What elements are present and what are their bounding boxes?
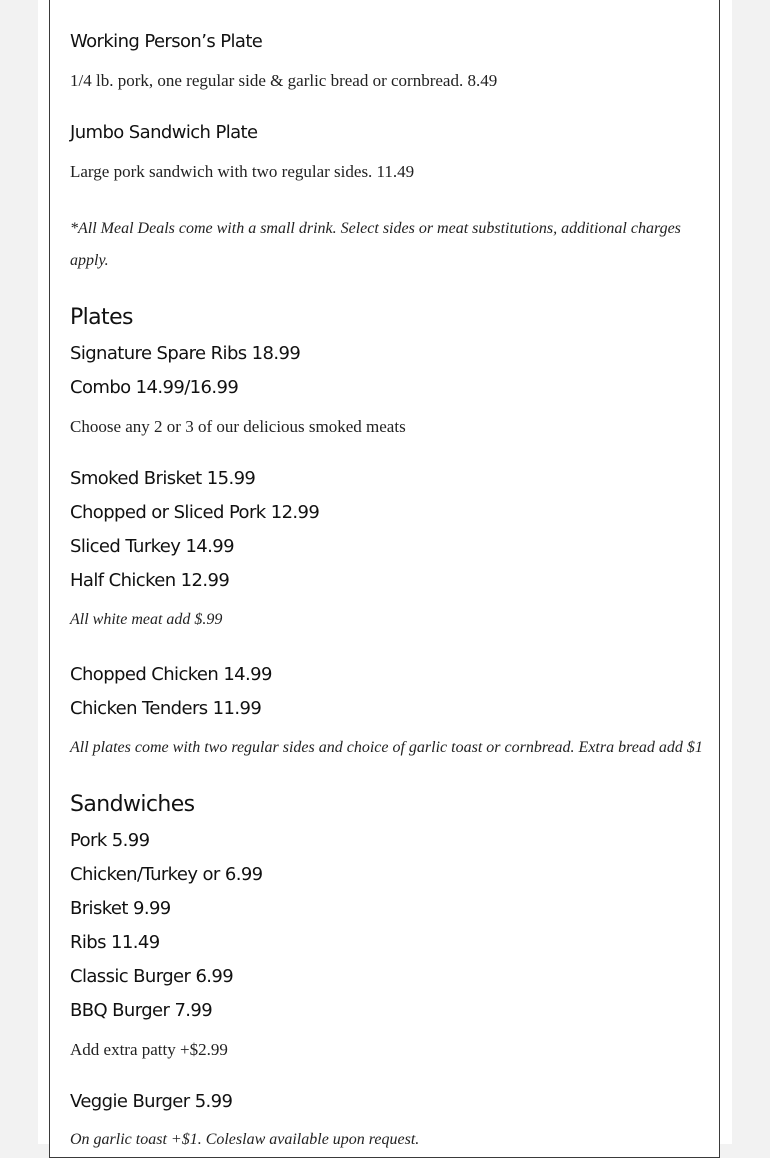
spare-ribs-item: Signature Spare Ribs 18.99 — [70, 343, 301, 364]
plates-section-title: Plates — [70, 305, 133, 330]
working-persons-plate-description: 1/4 lb. pork, one regular side & garlic bread or cornbread. 8.49 — [70, 71, 498, 90]
veggie-burger-note: On garlic toast +$1. Coleslaw available upon request. — [70, 1131, 420, 1148]
ribs-sandwich-item: Ribs 11.49 — [70, 932, 160, 953]
veggie-burger-item: Veggie Burger 5.99 — [70, 1091, 233, 1112]
sandwiches-section-title: Sandwiches — [70, 792, 195, 817]
meal-deals-note: *All Meal Deals come with a small drink. Select sides or meat substitutions, additional charges apply. — [70, 220, 681, 269]
plates-note: All plates come with two regular sides and choice of garlic toast or cornbread. Extra bread add $1 — [70, 739, 703, 756]
bbq-burger-item: BBQ Burger 7.99 — [70, 1000, 213, 1021]
smoked-brisket-item: Smoked Brisket 15.99 — [70, 468, 256, 489]
chicken-tenders-item: Chicken Tenders 11.99 — [70, 698, 262, 719]
brisket-sandwich-item: Brisket 9.99 — [70, 898, 171, 919]
combo-item: Combo 14.99/16.99 — [70, 377, 239, 398]
working-persons-plate-heading: Working Person’s Plate — [70, 31, 263, 52]
chicken-turkey-sandwich-item: Chicken/Turkey or 6.99 — [70, 864, 263, 885]
combo-description: Choose any 2 or 3 of our delicious smoked meats — [70, 417, 406, 436]
white-meat-note: All white meat add $.99 — [70, 611, 223, 628]
extra-patty-note: Add extra patty +$2.99 — [70, 1040, 228, 1059]
jumbo-sandwich-plate-description: Large pork sandwich with two regular sides. 11.49 — [70, 162, 415, 181]
classic-burger-item: Classic Burger 6.99 — [70, 966, 234, 987]
chopped-chicken-item: Chopped Chicken 14.99 — [70, 664, 272, 685]
pork-sandwich-item: Pork 5.99 — [70, 830, 150, 851]
sliced-turkey-item: Sliced Turkey 14.99 — [70, 536, 234, 557]
chopped-sliced-pork-item: Chopped or Sliced Pork 12.99 — [70, 502, 320, 523]
jumbo-sandwich-plate-heading: Jumbo Sandwich Plate — [70, 122, 258, 143]
half-chicken-item: Half Chicken 12.99 — [70, 570, 230, 591]
